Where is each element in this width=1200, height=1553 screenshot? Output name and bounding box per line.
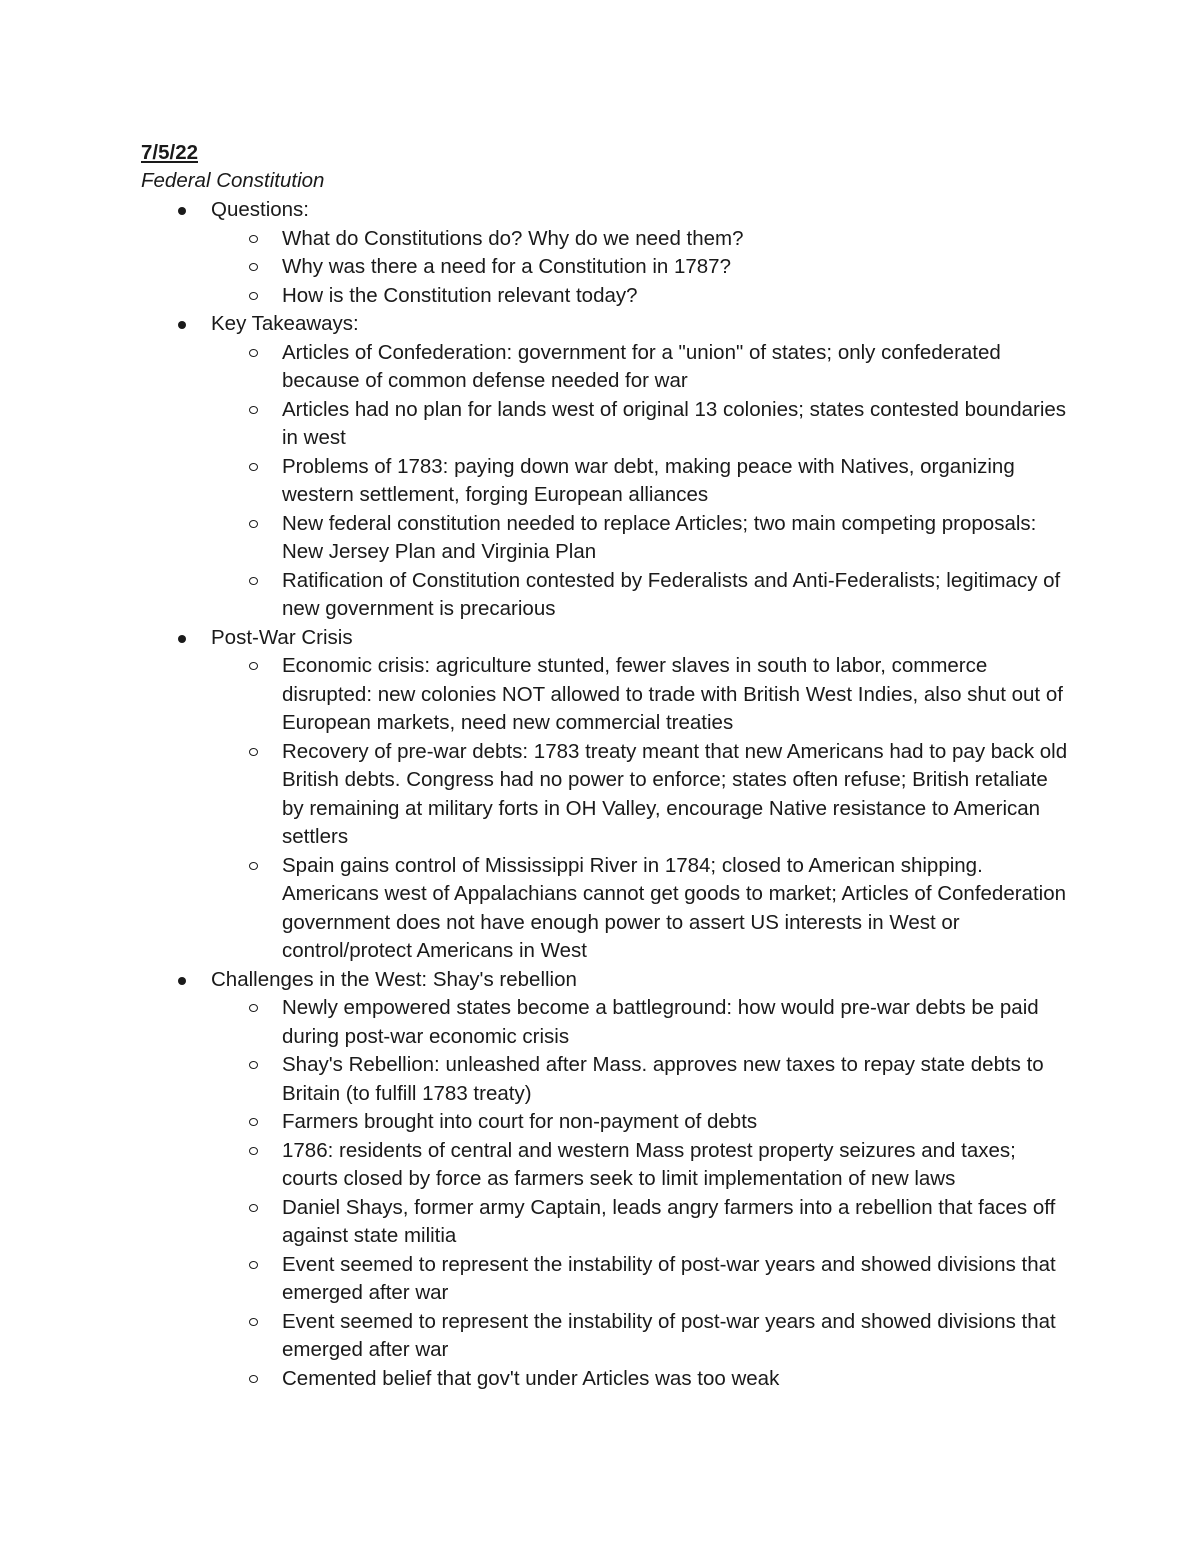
list-item-text: How is the Constitution relevant today? [282,283,638,307]
list-item [211,396,1071,453]
bullet-disc-icon [178,321,186,329]
section-items [211,225,1071,311]
section-items [211,339,1071,624]
list-item-text: Shay's Rebellion: unleashed after Mass. approves new taxes to repay state debts to Britain (to fulfill 1783 treaty) [282,1053,1044,1105]
section-title: Questions: [211,198,309,221]
list-item-text: Cemented belief that gov't under Articles was too weak [282,1366,780,1390]
list-item-text: Recovery of pre-war debts: 1783 treaty meant that new Americans had to pay back old British debts. Congress had no power to enforce; states often refuse; British retaliate by remaining at military forts in OH Valley, encourage Native resistance to American settlers [282,739,1068,848]
bullet-circle-icon [249,292,258,300]
bullet-circle-icon [249,1375,258,1383]
list-item-text: What do Constitutions do? Why do we need them? [282,226,744,250]
list-item-text: Newly empowered states become a battleground: how would pre-war debts be paid during post-war economic crisis [282,996,1039,1048]
list-item [211,253,1071,282]
outline-section [141,196,1071,310]
section-title: Challenges in the West: Shay's rebellion [211,967,577,991]
list-item-text: Ratification of Constitution contested by Federalists and Anti-Federalists; legitimacy of new government is precarious [282,568,1061,620]
bullet-disc-icon [178,207,186,215]
list-item-text: Articles had no plan for lands west of original 13 colonies; states contested boundaries in west [282,397,1067,449]
bullet-circle-icon [249,1261,258,1269]
bullet-circle-icon [249,1118,258,1126]
outline-section [141,966,1071,1394]
list-item-text: New federal constitution needed to replace Articles; two main competing proposals: New Jersey Plan and Virginia Plan [282,511,1037,563]
list-item [211,282,1071,311]
list-item [211,738,1071,852]
section-title: Post-War Crisis [211,625,353,649]
section-items [211,652,1071,966]
bullet-circle-icon [249,1147,258,1155]
list-item [211,453,1071,510]
list-item [211,1194,1071,1251]
bullet-circle-icon [249,662,258,670]
bullet-circle-icon [249,748,258,756]
list-item [211,567,1071,624]
bullet-circle-icon [249,463,258,471]
list-item-text: Event seemed to represent the instability of post-war years and showed divisions that emerged after war [282,1252,1056,1304]
list-item-text: Problems of 1783: paying down war debt, making peace with Natives, organizing western settlement, forging European alliances [282,454,1015,506]
list-item [211,1108,1071,1137]
bullet-circle-icon [249,349,258,357]
list-item [211,1137,1071,1194]
list-item [211,1365,1071,1394]
list-item-text: 1786: residents of central and western Mass protest property seizures and taxes; courts closed by force as farmers seek to limit implementation of new laws [282,1138,1016,1190]
note-subtitle: Federal Constitution [141,169,325,192]
outline-section [141,624,1071,966]
list-item [211,1251,1071,1308]
list-item-text: Articles of Confederation: government for a "union" of states; only confederated because of common defense needed for war [282,340,1001,392]
list-item-text: Spain gains control of Mississippi River in 1784; closed to American shipping. Americans west of Appalachians cannot get goods to market; Articles of Confederation government does not have enough power to assert US interests in West or control/protect Americans in West [282,853,1066,962]
list-item [211,994,1071,1051]
section-title: Key Takeaways: [211,312,359,335]
list-item [211,510,1071,567]
list-item [211,339,1071,396]
list-item-text: Economic crisis: agriculture stunted, fewer slaves in south to labor, commerce disrupted: new colonies NOT allowed to trade with British West Indies, also shut out of European markets, need new commercial treaties [282,654,1063,734]
outline-section [141,310,1071,624]
bullet-disc-icon [178,977,186,985]
list-item [211,1051,1071,1108]
bullet-circle-icon [249,1004,258,1012]
bullet-circle-icon [249,1204,258,1212]
bullet-disc-icon [178,635,186,643]
list-item [211,1308,1071,1365]
bullet-circle-icon [249,235,258,243]
section-items [211,994,1071,1393]
bullet-circle-icon [249,1318,258,1326]
note-date: 7/5/22 [141,141,198,164]
list-item-text: Farmers brought into court for non-payment of debts [282,1110,758,1133]
outline-list [141,196,1071,1393]
list-item-text: Daniel Shays, former army Captain, leads angry farmers into a rebellion that faces off against state militia [282,1195,1056,1247]
bullet-circle-icon [249,406,258,414]
bullet-circle-icon [249,1061,258,1069]
bullet-circle-icon [249,862,258,870]
bullet-circle-icon [249,577,258,585]
list-item [211,225,1071,254]
bullet-circle-icon [249,520,258,528]
list-item [211,852,1071,966]
list-item [211,652,1071,738]
bullet-circle-icon [249,263,258,271]
list-item-text: Event seemed to represent the instability of post-war years and showed divisions that emerged after war [282,1309,1056,1361]
document-page [141,138,1071,1393]
list-item-text: Why was there a need for a Constitution in 1787? [282,255,731,278]
